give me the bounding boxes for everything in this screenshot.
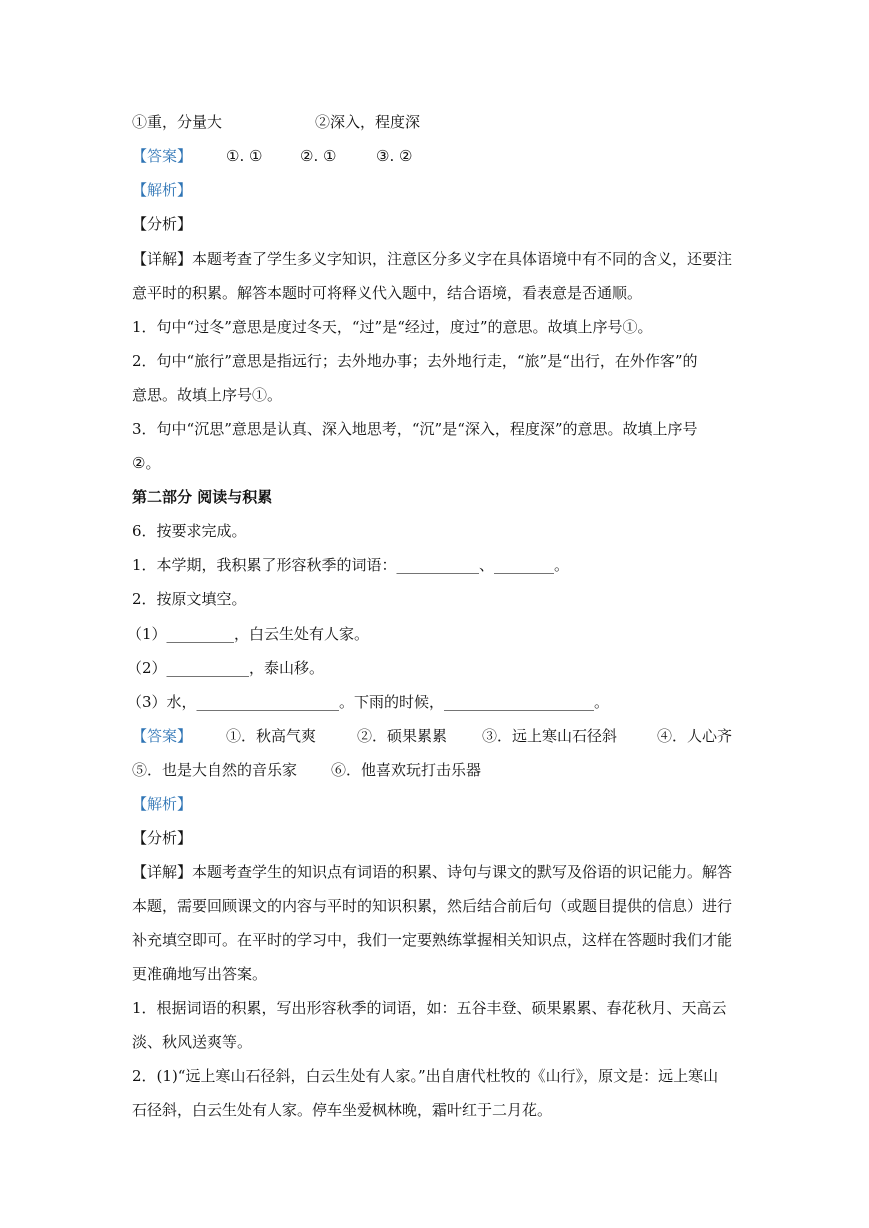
- detail-line: 1．根据词语的积累，写出形容秋季的词语，如：五谷丰登、硕果累累、春花秋月、天高云: [132, 999, 727, 1017]
- question-subitem: （2）___________，泰山移。: [127, 659, 325, 677]
- detail-line: 1．句中“过冬”意思是度过冬天，“过”是“经过，度过”的意思。故填上序号①。: [132, 318, 653, 336]
- answer-item: ③．远上寒山石径斜: [482, 727, 618, 745]
- detail-line: 意平时的积累。解答本题时可将释义代入题中，结合语境，看表意是否通顺。: [132, 284, 643, 302]
- answer-label: 【答案】: [132, 147, 193, 165]
- answer-item: ⑥．他喜欢玩打击乐器: [331, 761, 482, 779]
- answer-item: ②. ①: [300, 147, 337, 165]
- detail-line: 2．句中“旅行”意思是指远行；去外地办事；去外地行走，“旅”是“出行，在外作客”的: [132, 352, 698, 370]
- question-title: 6．按要求完成。: [132, 522, 247, 540]
- answer-item: ①. ①: [226, 147, 263, 165]
- option-2: ②深入，程度深: [315, 113, 421, 131]
- detail-line: 淡、秋风送爽等。: [132, 1033, 253, 1051]
- answer-item: ②．硕果累累: [357, 727, 448, 745]
- detail-line: 补充填空即可。在平时的学习中，我们一定要熟练掌握相关知识点，这样在答题时我们才能: [132, 931, 733, 949]
- section-title: 第二部分 阅读与积累: [132, 488, 273, 506]
- question-subitem: （1）_________，白云生处有人家。: [127, 625, 370, 643]
- detail-line: ②。: [132, 454, 161, 472]
- analysis-label: 【解析】: [132, 181, 193, 199]
- question-item: 1．本学期，我积累了形容秋季的词语：___________、________。: [132, 556, 570, 574]
- answer-item: ⑤．也是大自然的音乐家: [132, 761, 298, 779]
- detail-line: 【详解】本题考查学生的知识点有词语的积累、诗句与课文的默写及俗语的识记能力。解答: [132, 863, 733, 881]
- option-1: ①重，分量大: [132, 113, 223, 131]
- answer-item: ④．人心齐: [657, 727, 733, 745]
- detail-line: 意思。故填上序号①。: [132, 386, 283, 404]
- detail-line: 2．(1)“远上寒山石径斜，白云生处有人家。”出自唐代杜牧的《山行》，原文是：远上寒山: [132, 1067, 719, 1085]
- detail-line: 【详解】本题考查了学生多义字知识，注意区分多义字在具体语境中有不同的含义，还要注: [132, 250, 733, 268]
- answer-item: ①．秋高气爽: [226, 727, 317, 745]
- answer-label: 【答案】: [132, 727, 193, 745]
- fenxi-label: 【分析】: [132, 215, 193, 233]
- question-item: 2．按原文填空。: [132, 590, 247, 608]
- analysis-label: 【解析】: [132, 795, 193, 813]
- fenxi-label: 【分析】: [132, 829, 193, 847]
- question-subitem: （3）水，___________________。下雨的时候，____________________。: [127, 693, 610, 711]
- detail-line: 石径斜，白云生处有人家。停车坐爱枫林晚，霜叶红于二月花。: [132, 1101, 553, 1119]
- answer-item: ③. ②: [376, 147, 413, 165]
- detail-line: 更准确地写出答案。: [132, 965, 268, 983]
- detail-line: 3．句中“沉思”意思是认真、深入地思考，“沉”是“深入，程度深”的意思。故填上序号: [132, 420, 698, 438]
- detail-line: 本题，需要回顾课文的内容与平时的知识积累，然后结合前后句（或题目提供的信息）进行: [132, 897, 733, 915]
